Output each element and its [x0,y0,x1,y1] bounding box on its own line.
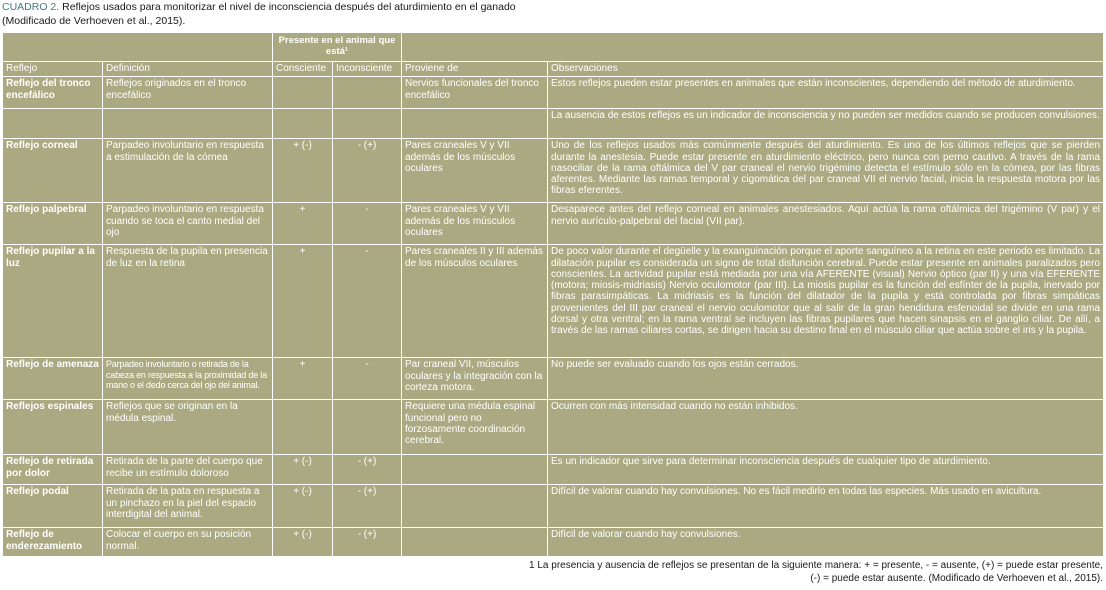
consciente-value: + (-) [273,455,333,485]
inconsciente-value: - [333,358,402,400]
observaciones-value: Es un indicador que sirve para determinar inconsciencia después de cualquier tipo de aturdimiento. [548,455,1104,485]
reflex-name: Reflejo del tronco encefálico [3,77,103,109]
inconsciente-value: - (+) [333,485,402,528]
reflex-name: Reflejo palpebral [3,203,103,245]
header-presente: Presente en el animal que está¹ [273,33,402,62]
inconsciente-value [333,400,402,455]
inconsciente-value: - [333,245,402,358]
consciente-value [273,77,333,109]
inconsciente-value [333,77,402,109]
table-row [3,455,1104,485]
caption-line-1 [2,0,1102,14]
reflex-name [3,109,103,139]
column-header: Proviene de [402,62,548,77]
reflex-definition: Reflejos que se originan en la médula espinal. [103,400,273,455]
consciente-value [273,109,333,139]
footnote-line-1: 1 La presencia y ausencia de reflejos se presentan de la siguiente manera: + = presente, - = ausente, (+) = puede estar presente, [529,560,1103,571]
caption-label: CUADRO 2. [2,1,60,13]
observaciones-value: Desaparece antes del reflejo corneal en animales anestesiados. Aquí actúa la rama oftálmica del trigémino (V par) y el nervio aurículo-palpebral del facial (VII par). [548,203,1104,245]
column-header: Inconsciente [333,62,402,77]
table-row [3,77,1104,109]
inconsciente-value [333,109,402,139]
reflex-name: Reflejo de amenaza [3,358,103,400]
header-row [3,62,1104,77]
observaciones-value: Difícil de valorar cuando hay convulsiones. [548,528,1104,557]
reflex-name: Reflejo de retirada por dolor [3,455,103,485]
consciente-value [273,400,333,455]
table-row [3,400,1104,455]
inconsciente-value: - [333,203,402,245]
reflex-name: Reflejo podal [3,485,103,528]
table-row [3,203,1104,245]
table-row [3,528,1104,557]
reflex-definition: Parpadeo involuntario en respuesta cuando se toca el canto medial del ojo [103,203,273,245]
table-row [3,109,1104,139]
column-header: Observaciones [548,62,1104,77]
consciente-value: + [273,245,333,358]
table-row [3,245,1104,358]
observaciones-value: La ausencia de estos reflejos es un indicador de inconsciencia y no pueden ser medidos cuando se producen convulsiones. [548,109,1104,139]
table-row [3,139,1104,203]
reflex-name: Reflejo corneal [3,139,103,203]
proviene-value: Nervios funcionales del tronco encefálico [402,77,548,109]
table-footnote [3,559,1103,585]
reflex-definition: Reflejos originados en el tronco encefálico [103,77,273,109]
proviene-value: Par craneal VII, músculos oculares y la integración con la corteza motora. [402,358,548,400]
table-row [3,358,1104,400]
observaciones-value: Ocurren con más intensidad cuando no están inhibidos. [548,400,1104,455]
observaciones-value: De poco valor durante el degüelle y la exanguinación porque el aporte sanguíneo a la retina en este periodo es limitado. La dilatación pupilar es considerada un signo de total disfunción cerebral. Puede estar presente en animales paralizados pero conscientes. La actividad pupilar está mediada por una vía AFERENTE (visual) Nervio óptico (par II) y una vía EFERENTE (motora; miosis-midriasis) Nervio oculomotor (par III). La miosis pupilar es la función del esfínter de la pupila, inervado por fibras parasimpáticas. La midriasis es la función del dilatador de la pupila y está controlada por fibras simpáticas provenientes del III par craneal el nervio oculomotor que al salir de la gran hendidura esfenoidal se divide en una rama dorsal y otra ventral; en la rama ventral se incluyen las fibras pupilares que hacen sinapsis en el ganglio ciliar. De allí, a través de las ramas ciliares cortas, se dirigen hacia su destino final en el músculo ciliar que actúa sobre el iris y la pupila. [548,245,1104,358]
consciente-value: + (-) [273,528,333,557]
reflex-definition: Retirada de la pata en respuesta a un pinchazo en la piel del espacio interdigital del animal. [103,485,273,528]
caption-line-2: (Modificado de Verhoeven et al., 2015). [2,15,186,27]
consciente-value: + [273,203,333,245]
header-spacer [402,33,1104,62]
consciente-value: + (-) [273,485,333,528]
proviene-value [402,109,548,139]
observaciones-value: Estos reflejos pueden estar presentes en animales que están inconscientes, dependiendo del método de aturdimiento. [548,77,1104,109]
consciente-value: + (-) [273,139,333,203]
reflex-definition: Retirada de la parte del cuerpo que recibe un estímulo doloroso [103,455,273,485]
proviene-value [402,485,548,528]
reflex-name: Reflejo pupilar a la luz [3,245,103,358]
column-header: Definición [103,62,273,77]
inconsciente-value: - (+) [333,139,402,203]
header-group-row [3,33,1104,62]
reflex-name: Reflejo de enderezamiento [3,528,103,557]
reflex-definition: Parpadeo involuntario en respuesta a estimulación de la córnea [103,139,273,203]
caption-title: Reflejos usados para monitorizar el nivel de inconsciencia después del aturdimiento en el ganado [59,1,516,13]
inconsciente-value: - (+) [333,455,402,485]
observaciones-value: Uno de los reflejos usados más comúnmente después del aturdimiento. Es uno de los últimos reflejos que se pierden durante la anestesia. Puede estar presente en aturdimiento eléctrico, pero nunca con perno cautivo. A través de la rama nasociliar de la rama oftálmica del V par craneal el nervio trigémino detecta el estímulo sólo en la córnea, por las fibras aferentes. Mediante las ramas temporal y cigomática del par craneal VII el nervio facial, inicia la respuesta motora por las fibras eferentes. [548,139,1104,203]
proviene-value: Requiere una médula espinal funcional pero no forzosamente coordinación cerebral. [402,400,548,455]
footnote-line-2: (-) = puede estar ausente. (Modificado de Verhoeven et al., 2015). [810,573,1103,584]
column-header: Reflejo [3,62,103,77]
inconsciente-value: - (+) [333,528,402,557]
observaciones-value: No puede ser evaluado cuando los ojos están cerrados. [548,358,1104,400]
column-header: Consciente [273,62,333,77]
proviene-value [402,528,548,557]
reflex-definition: Parpadeo involuntario o retirada de la cabeza en respuesta a la proximidad de la mano o el dedo cerca del ojo del animal. [103,358,273,400]
table-row [3,485,1104,528]
reflexes-table [2,32,1104,557]
proviene-value: Pares craneales V y VII además de los músculos oculares [402,139,548,203]
proviene-value [402,455,548,485]
reflex-definition: Colocar el cuerpo en su posición normal. [103,528,273,557]
reflex-definition [103,109,273,139]
reflex-definition: Respuesta de la pupila en presencia de luz en la retina [103,245,273,358]
consciente-value: + [273,358,333,400]
table-caption [2,0,1102,28]
header-spacer [3,33,273,62]
proviene-value: Pares craneales V y VII además de los músculos oculares [402,203,548,245]
reflex-name: Reflejos espinales [3,400,103,455]
observaciones-value: Difícil de valorar cuando hay convulsiones. No es fácil medirlo en todas las especies. Más usado en avicultura. [548,485,1104,528]
proviene-value: Pares craneales II y III además de los músculos oculares [402,245,548,358]
